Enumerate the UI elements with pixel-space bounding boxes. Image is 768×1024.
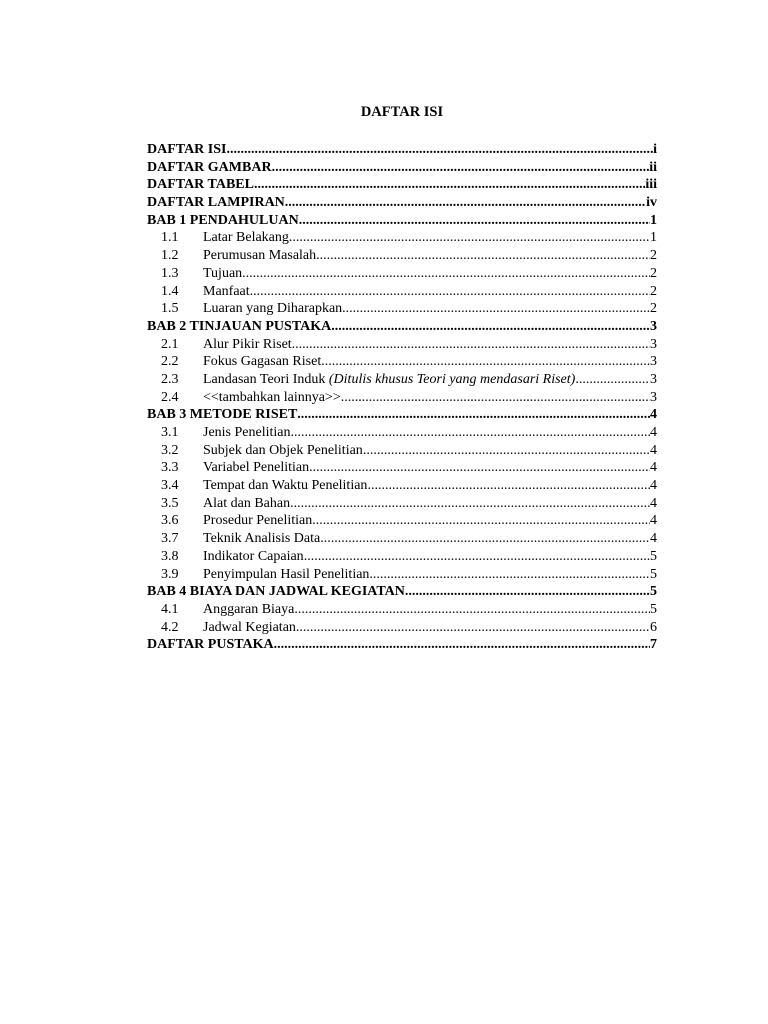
toc-entry-text bbox=[203, 459, 309, 477]
toc-dot-leader bbox=[292, 336, 650, 354]
toc-entry-label: Jadwal Kegiatan bbox=[203, 619, 296, 635]
toc-heading-entry bbox=[147, 636, 657, 654]
toc-page-number: 4 bbox=[650, 425, 657, 440]
toc-entry-label: BAB 4 BIAYA DAN JADWAL KEGIATAN bbox=[147, 584, 405, 600]
toc-page-number: 1 bbox=[650, 230, 657, 246]
toc-dot-leader bbox=[312, 512, 650, 530]
toc-dot-leader bbox=[296, 619, 650, 637]
toc-dot-leader bbox=[321, 353, 650, 371]
toc-subsection-entry bbox=[147, 265, 657, 283]
toc-page-number: 3 bbox=[650, 336, 657, 352]
toc-page-number: ii bbox=[649, 159, 657, 175]
toc-page-number: 6 bbox=[650, 619, 657, 635]
toc-page-number: i bbox=[653, 142, 657, 157]
toc-entry-text bbox=[203, 283, 250, 301]
toc-entry-label: Alat dan Bahan bbox=[203, 495, 291, 511]
toc-subsection-entry bbox=[147, 336, 657, 354]
toc-entry-label: Indikator Capaian bbox=[203, 548, 304, 564]
toc-subsection-entry bbox=[147, 353, 657, 371]
toc-entry-label: Jenis Penelitian bbox=[203, 425, 291, 440]
toc-entry-number: 3.2 bbox=[161, 442, 179, 458]
toc-dot-leader bbox=[289, 229, 650, 247]
toc-entry-text bbox=[203, 371, 575, 389]
toc-entry-text bbox=[203, 336, 292, 354]
toc-entry-label: Variabel Penelitian bbox=[203, 460, 310, 476]
toc-dot-leader bbox=[320, 530, 650, 548]
toc-dot-leader bbox=[285, 194, 646, 212]
toc-entry-text bbox=[203, 442, 363, 460]
toc-page-number: 4 bbox=[650, 513, 657, 529]
toc-subsection-entry bbox=[147, 619, 657, 637]
toc-entry-number: 3.7 bbox=[161, 531, 179, 547]
toc-heading-entry bbox=[147, 176, 657, 194]
toc-heading-entry bbox=[147, 583, 657, 601]
toc-entry-number: 2.3 bbox=[161, 371, 179, 387]
toc-entry-text bbox=[203, 424, 291, 442]
toc-dot-leader bbox=[309, 459, 650, 477]
toc-entry-label: Luaran yang Diharapkan bbox=[203, 301, 343, 317]
toc-entry-label: DAFTAR PUSTAKA bbox=[147, 637, 274, 653]
toc-dot-leader bbox=[369, 566, 650, 584]
toc-entry-text bbox=[203, 477, 367, 495]
toc-entry-text bbox=[203, 548, 304, 566]
toc-page-number: 4 bbox=[650, 442, 657, 458]
toc-entry-label: Tujuan bbox=[203, 265, 243, 281]
toc-subsection-entry bbox=[147, 389, 657, 407]
toc-entry-label: DAFTAR LAMPIRAN bbox=[147, 195, 285, 211]
toc-page-number: 4 bbox=[650, 460, 657, 476]
toc-heading-entry bbox=[147, 212, 657, 230]
toc-dot-leader bbox=[297, 406, 650, 424]
toc-heading-entry bbox=[147, 194, 657, 212]
toc-entry-label: Tempat dan Waktu Penelitian bbox=[203, 478, 368, 494]
toc-page-number: 2 bbox=[650, 248, 657, 264]
toc-entry-number: 1.5 bbox=[161, 301, 179, 317]
toc-entry-number: 2.1 bbox=[161, 336, 179, 352]
toc-subsection-entry bbox=[147, 495, 657, 513]
toc-entry-text bbox=[147, 583, 405, 601]
toc-entry-number: 1.2 bbox=[161, 248, 179, 264]
toc-entry-text bbox=[147, 212, 299, 230]
toc-entry-label: BAB 1 PENDAHULUAN bbox=[147, 212, 299, 228]
toc-entry-text bbox=[203, 300, 342, 318]
toc-entry-text bbox=[203, 530, 320, 548]
toc-entry-number: 3.4 bbox=[161, 478, 179, 494]
toc-entry-number: 3.1 bbox=[161, 425, 179, 440]
toc-entry-number: 3.5 bbox=[161, 495, 179, 511]
toc-subsection-entry bbox=[147, 283, 657, 301]
toc-entry-label: DAFTAR ISI bbox=[147, 142, 227, 157]
toc-subsection-entry bbox=[147, 512, 657, 530]
toc-entry-text bbox=[203, 512, 312, 530]
toc-subsection-entry bbox=[147, 229, 657, 247]
toc-dot-leader bbox=[331, 318, 650, 336]
toc-subsection-entry bbox=[147, 442, 657, 460]
toc-entry-text bbox=[203, 601, 294, 619]
toc-entry-label: DAFTAR GAMBAR bbox=[147, 159, 272, 175]
toc-page-number: 3 bbox=[650, 318, 657, 334]
toc-dot-leader bbox=[290, 495, 650, 513]
toc-dot-leader bbox=[226, 141, 653, 159]
toc-page-number: iv bbox=[646, 195, 657, 211]
toc-entry-text bbox=[147, 318, 331, 336]
toc-page-number: 4 bbox=[650, 495, 657, 511]
toc-entry-number: 3.9 bbox=[161, 566, 179, 582]
toc-entry-text bbox=[203, 229, 289, 247]
toc-dot-leader bbox=[367, 477, 650, 495]
toc-page-number: 2 bbox=[650, 301, 657, 317]
toc-entry-label: Landasan Teori Induk bbox=[203, 371, 329, 387]
toc-entry-label: Teknik Analisis Data bbox=[203, 531, 321, 547]
toc-page-number: 3 bbox=[650, 371, 657, 387]
toc-entry-text bbox=[203, 619, 296, 637]
toc-entry-label: Subjek dan Objek Penelitian bbox=[203, 442, 363, 458]
toc-entry-label: Alur Pikir Riset bbox=[203, 336, 292, 352]
toc-subsection-entry bbox=[147, 371, 657, 389]
toc-page-number: iii bbox=[645, 177, 657, 193]
toc-heading-entry bbox=[147, 318, 657, 336]
toc-entry-number: 1.4 bbox=[161, 283, 179, 299]
toc-dot-leader bbox=[294, 601, 650, 619]
toc-page-number: 1 bbox=[650, 212, 657, 228]
toc-subsection-entry bbox=[147, 601, 657, 619]
toc-page-number: 4 bbox=[650, 531, 657, 547]
toc-heading-entry bbox=[147, 159, 657, 177]
toc-page-number: 4 bbox=[650, 407, 657, 423]
toc-entry-number: 2.2 bbox=[161, 354, 179, 370]
toc-entry-text bbox=[203, 566, 369, 584]
toc-dot-leader bbox=[254, 176, 645, 194]
toc-entry-number: 3.3 bbox=[161, 460, 179, 476]
toc-dot-leader bbox=[575, 371, 650, 389]
toc-subsection-entry bbox=[147, 566, 657, 584]
toc-entry-text bbox=[147, 141, 226, 159]
toc-entry-number: 4.1 bbox=[161, 601, 179, 617]
toc-subsection-entry bbox=[147, 548, 657, 566]
toc-entry-number: 3.6 bbox=[161, 513, 179, 529]
toc-entry-text bbox=[203, 247, 316, 265]
toc-entry-label: Anggaran Biaya bbox=[203, 601, 295, 617]
toc-subsection-entry bbox=[147, 300, 657, 318]
table-of-contents bbox=[147, 141, 657, 654]
toc-page-number: 7 bbox=[650, 637, 657, 653]
page-title: DAFTAR ISI bbox=[360, 104, 444, 120]
toc-entry-label: Fokus Gagasan Riset bbox=[203, 354, 322, 370]
toc-dot-leader bbox=[341, 389, 650, 407]
toc-entry-label: Prosedur Penelitian bbox=[203, 513, 313, 529]
toc-entry-text bbox=[147, 194, 285, 212]
toc-page-number: 2 bbox=[650, 283, 657, 299]
toc-page-number: 5 bbox=[650, 566, 657, 582]
toc-entry-text bbox=[147, 159, 272, 177]
toc-page-number: 5 bbox=[650, 601, 657, 617]
toc-entry-number: 3.8 bbox=[161, 548, 179, 564]
toc-entry-number: 2.4 bbox=[161, 389, 179, 405]
toc-entry-label: Perumusan Masalah bbox=[203, 248, 317, 264]
toc-page-number: 3 bbox=[650, 389, 657, 405]
toc-subsection-entry bbox=[147, 247, 657, 265]
toc-entry-label: BAB 2 TINJAUAN PUSTAKA bbox=[147, 318, 332, 334]
toc-entry-label: BAB 3 METODE RISET bbox=[147, 407, 298, 423]
toc-dot-leader bbox=[274, 636, 650, 654]
toc-dot-leader bbox=[291, 424, 651, 442]
toc-heading-entry bbox=[147, 406, 657, 424]
toc-subsection-entry bbox=[147, 424, 657, 442]
toc-entry-number: 1.1 bbox=[161, 230, 179, 246]
toc-dot-leader bbox=[250, 283, 650, 301]
toc-entry-label: Penyimpulan Hasil Penelitian bbox=[203, 566, 370, 582]
toc-dot-leader bbox=[405, 583, 650, 601]
toc-entry-text bbox=[203, 353, 321, 371]
toc-dot-leader bbox=[299, 212, 650, 230]
toc-entry-label: DAFTAR TABEL bbox=[147, 177, 254, 193]
toc-subsection-entry bbox=[147, 459, 657, 477]
toc-dot-leader bbox=[316, 247, 650, 265]
toc-entry-label: Manfaat bbox=[203, 283, 250, 299]
toc-entry-label: <<tambahkan lainnya>> bbox=[203, 389, 341, 405]
toc-entry-number: 4.2 bbox=[161, 619, 179, 635]
toc-subsection-entry bbox=[147, 477, 657, 495]
toc-entry-label: Latar Belakang bbox=[203, 230, 289, 246]
toc-entry-text bbox=[203, 495, 290, 513]
toc-dot-leader bbox=[242, 265, 650, 283]
toc-dot-leader bbox=[304, 548, 650, 566]
toc-entry-text bbox=[147, 406, 297, 424]
toc-subsection-entry bbox=[147, 530, 657, 548]
toc-dot-leader bbox=[272, 159, 650, 177]
toc-entry-text bbox=[147, 636, 274, 654]
toc-dot-leader bbox=[342, 300, 650, 318]
toc-page-number: 4 bbox=[650, 478, 657, 494]
toc-page-number: 5 bbox=[650, 548, 657, 564]
toc-page-number: 2 bbox=[650, 265, 657, 281]
toc-dot-leader bbox=[363, 442, 650, 460]
toc-entry-text bbox=[203, 389, 341, 407]
toc-entry-text bbox=[147, 176, 254, 194]
toc-page-number: 5 bbox=[650, 584, 657, 600]
toc-entry-note: (Ditulis khusus Teori yang mendasari Riset) bbox=[328, 371, 576, 387]
toc-page-number: 3 bbox=[650, 354, 657, 370]
toc-heading-entry bbox=[147, 141, 657, 159]
toc-entry-number: 1.3 bbox=[161, 265, 179, 281]
toc-entry-text bbox=[203, 265, 242, 283]
